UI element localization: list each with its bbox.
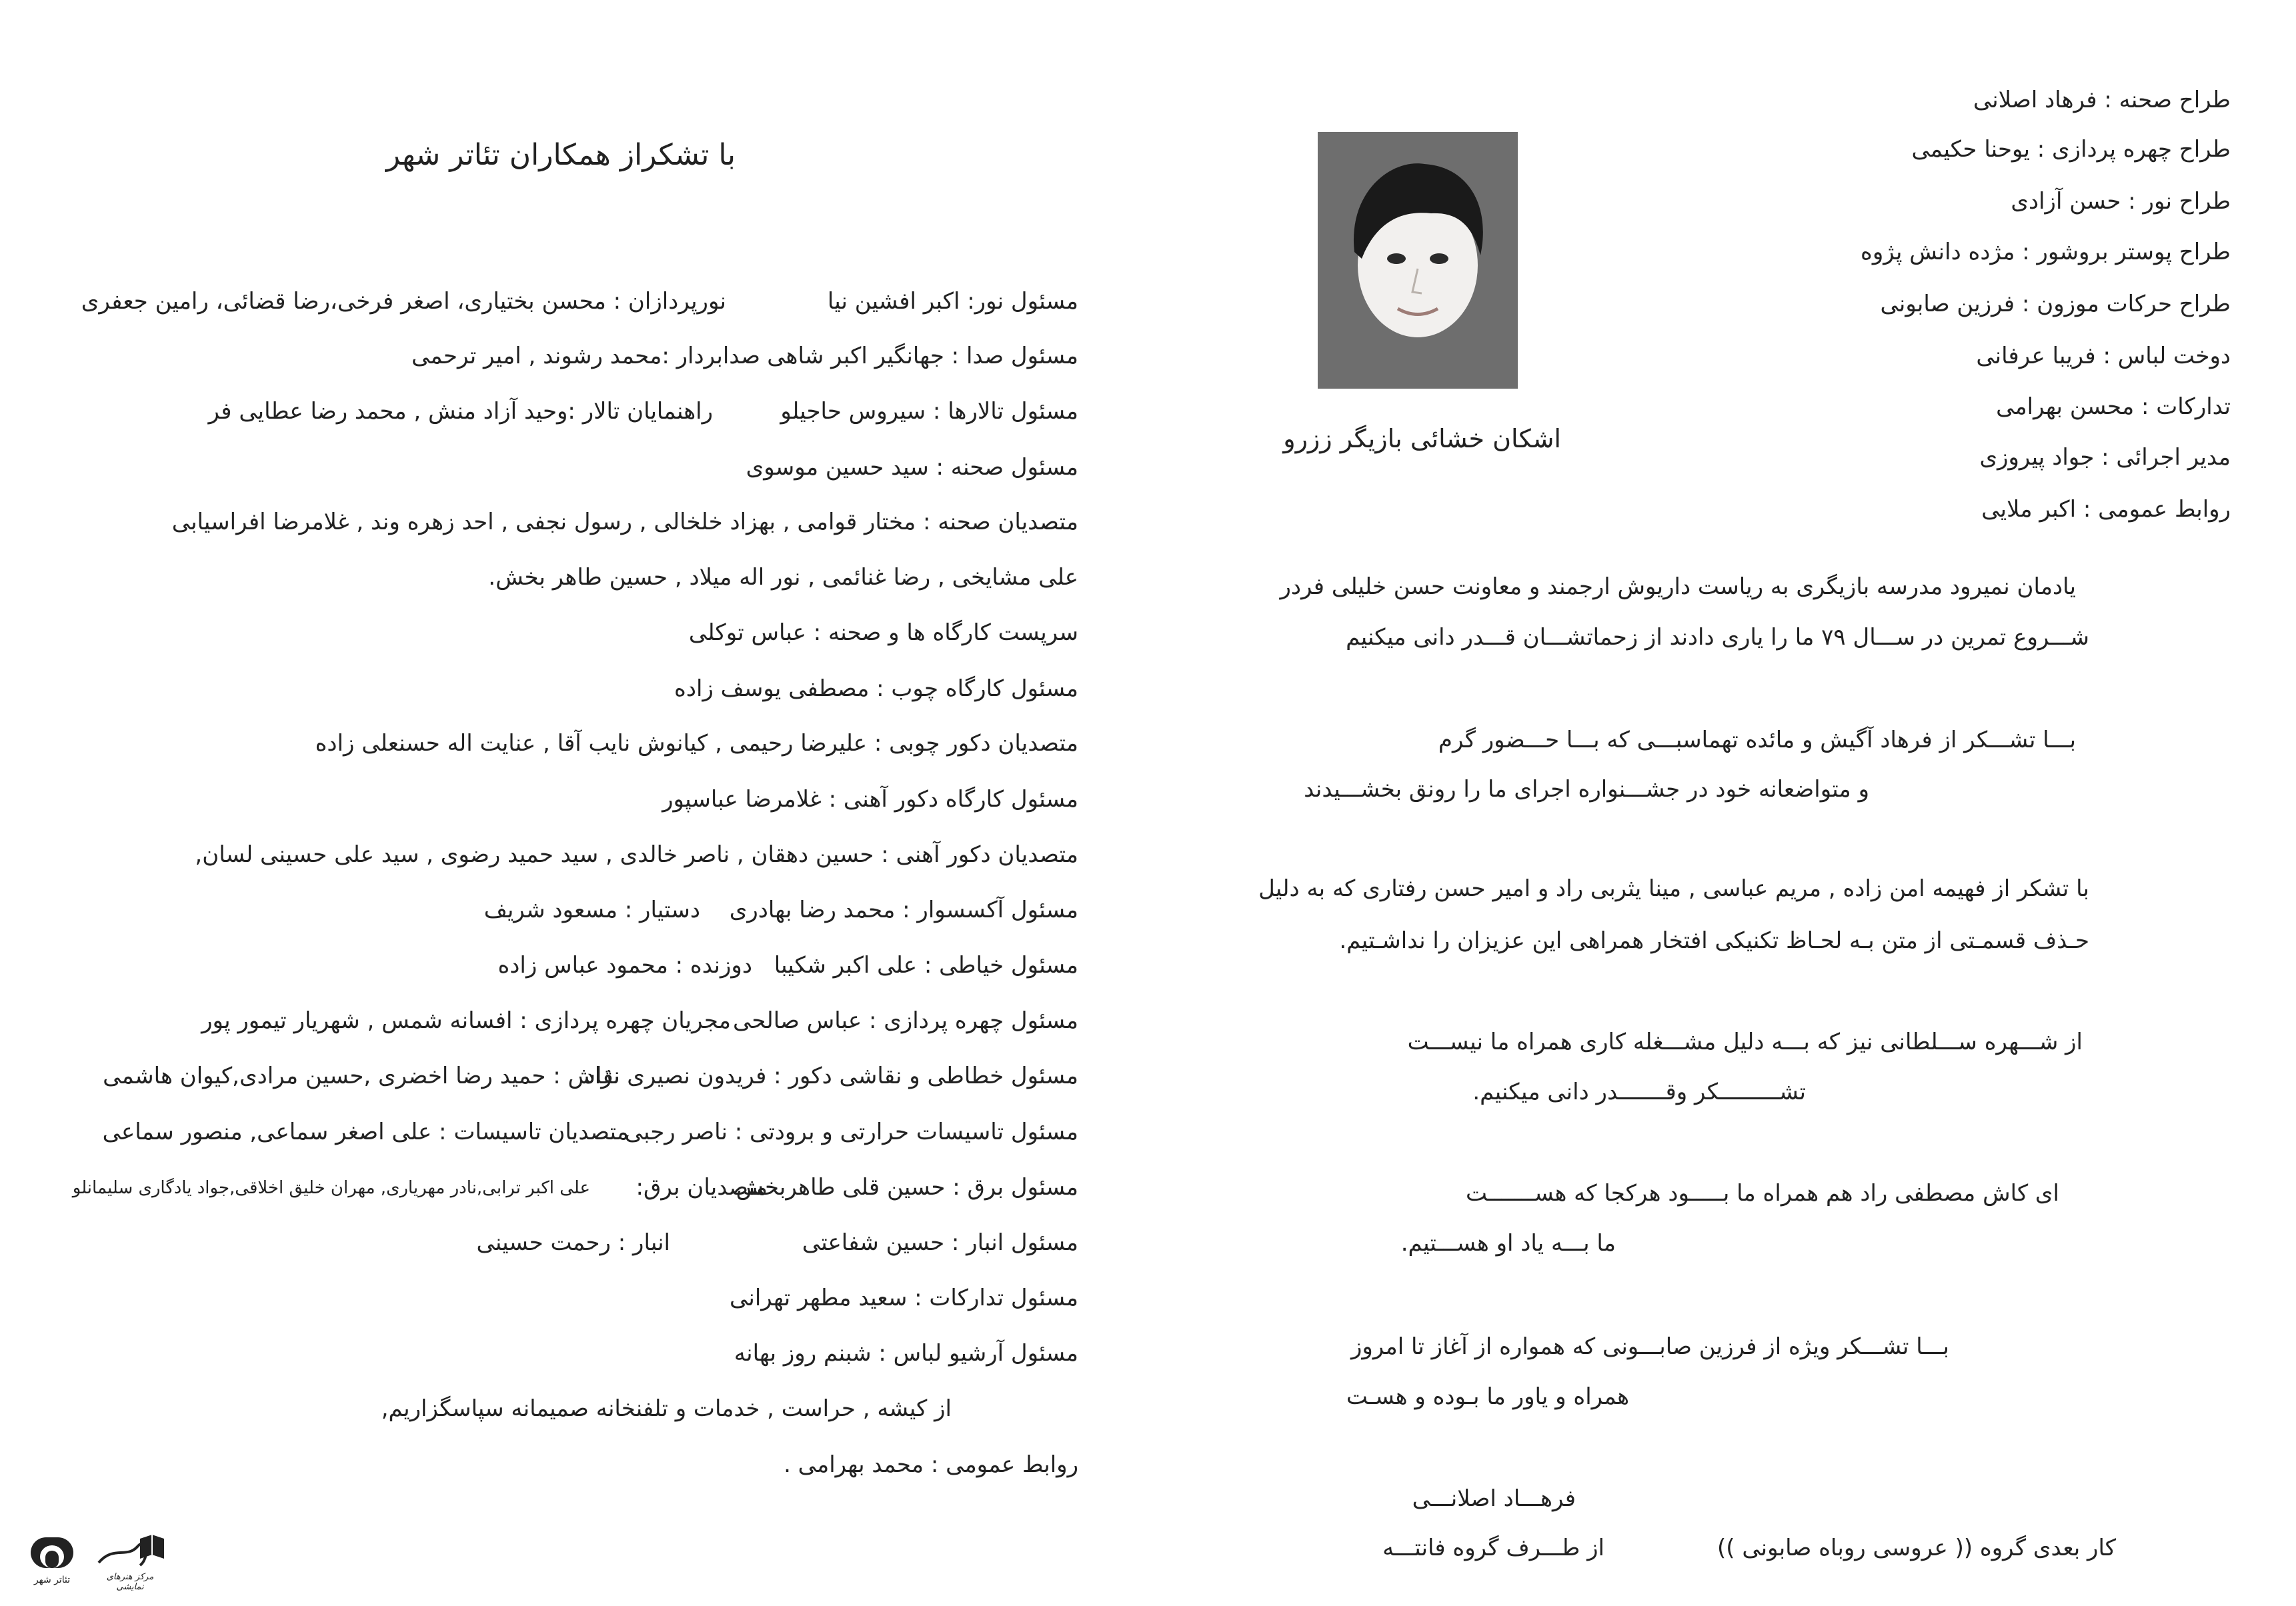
credit-line: مسئول صدا : جهانگیر اکبر شاهی [767,343,1078,369]
credit-line: مسئول چهره پردازی : عباس صالحی [733,1007,1078,1034]
thanks-line: ای کاش مصطفی راد هم همراه ما بـــــود هرکجا که هســـــــت [1466,1180,2059,1207]
logo-caption: مرکز هنرهای نمایشی [106,1572,154,1592]
credit-line: مسئول تاسیسات حرارتی و برودتی : ناصر رجبی [624,1119,1078,1145]
credit-line: دوخت لباس : فریبا عرفانی [1976,343,2231,369]
credit-line: مسئول خطاطی و نقاشی دکور : فریدون نصیری نژاد [584,1063,1078,1089]
credit-line: نقاش : حمید رضا اخضری ,حسین مرادی,کیوان هاشمی [103,1063,620,1089]
credit-line: مسئول نور: اکبر افشین نیا [827,288,1078,315]
credit-line: مسئول تالارها : سیروس حاجیلو [780,398,1078,425]
credit-line: تدارکات : محسن بهرامی [1996,393,2231,420]
thanks-line: شـــروع تمرین در ســـال ۷۹ ما را یاری دادند از زحماتشـــان قـــدر دانی میکنیم [1346,624,2089,651]
book-icon [93,1532,167,1569]
theatre-shahr-logo [25,1533,79,1587]
signature-name: فرهـــاد اصلانـــی [1412,1485,1576,1512]
credit-line: مسئول برق : حسین قلی طاهربخش [736,1174,1078,1201]
credit-line: طراح حرکات موزون : فرزین صابونی [1880,291,2231,317]
credit-line: علی مشایخی , رضا غنائمی , نور اله میلاد , حسین طاهر بخش. [488,564,1078,591]
credit-line: مسئول تدارکات : سعید مطهر تهرانی [730,1285,1078,1311]
child-portrait-icon [1318,132,1518,389]
dramatic-arts-center-logo [93,1532,167,1592]
credit-line: روابط عمومی : محمد بهرامی . [784,1451,1078,1478]
credit-line: متصدیان برق: [636,1174,768,1201]
thanks-line: تشـــــــــکر وقـــــــدر دانی میکنیم. [1472,1079,1806,1105]
credit-line: سرپست کارگاه ها و صحنه : عباس توکلی [688,619,1078,646]
credit-line: دوزنده : محمود عباس زاده [497,952,752,979]
thanks-line: همراه و یاور ما بـوده و هسـت [1346,1383,1629,1410]
actor-photo [1318,132,1518,389]
signature-group: از طـــرف گروه فانتـــه [1382,1535,1604,1561]
credit-line: دستیار : مسعود شریف [483,897,700,923]
credit-line: متصدیان دکور چوبی : علیرضا رحیمی , کیانوش نایب آقا , عنایت اله حسنعلی زاده [315,730,1078,757]
thanks-line: بـــا تشـــکر از فرهاد آگیش و مائده تهماسبـــی که بـــا حـــضور گرم [1438,727,2076,753]
credit-line: مسئول کارگاه چوب : مصطفی یوسف زاده [674,675,1078,702]
photo-caption: اشکان خشائی بازیگر ززرو [1283,424,1561,453]
thanks-line: و متواضعانه خود در جشـــنواره اجرای ما را رونق بخشـــیدند [1304,776,1869,803]
thanks-line: از شـــهره ســـلطانی نیز که بـــه دلیل مشـــغله کاری همراه ما نیســـت [1407,1029,2083,1055]
credit-line: روابط عمومی : اکبر ملایی [1981,496,2231,523]
credit-line: مسئول انبار : حسین شفاعتی [802,1229,1078,1256]
thanks-line: حـذف قسمـتی از متن بـه لحـاظ تکنیکی افتخار همراهی این عزیزان را نداشـتیم. [1339,927,2089,954]
thanks-line: ما بـــه یاد او هســـتیم. [1400,1230,1616,1257]
credit-line: مجریان چهره پردازی : افسانه شمس , شهریار تیمور پور [201,1007,731,1034]
credit-line: مدیر اجرائی : جواد پیروزی [1979,444,2231,471]
credit-line-small: علی اکبر ترابی,نادر مهریاری, مهران خلیق اخلاقی,جواد یادگاری سلیمانلو [72,1178,590,1198]
credit-line: راهنمایان تالار :وحید آزاد منش , محمد رضا عطایی فر [208,398,713,425]
credit-line: مسئول آکسسوار : محمد رضا بهادری [729,897,1078,923]
page-title: با تشکراز همکاران تئاتر شهر [385,138,736,172]
credit-line: از کیشه , حراست , خدمات و تلفنخانه صمیمانه سپاسگزاریم, [381,1395,952,1422]
credit-line: مسئول صحنه : سید حسین موسوی [746,454,1078,481]
thanks-line: یادمان نمیرود مدرسه بازیگری به ریاست داریوش ارجمند و معاونت حسن خلیلی فردر [1280,573,2076,600]
credit-line: متصدیان تاسیسات : علی اصغر سماعی, منصور سماعی [102,1119,629,1145]
credit-line: طراح صحنه : فرهاد اصلانی [1973,87,2231,113]
credit-line: متصدیان دکور آهنی : حسین دهقان , ناصر خالدی , سید حمید رضوی , سید علی حسینی لسان, [195,841,1078,868]
credit-line: مسئول خیاطی : علی اکبر شکیبا [774,952,1078,979]
theatre-icon [25,1533,79,1572]
credit-line: مسئول کارگاه دکور آهنی : غلامرضا عباسپور [662,786,1078,813]
thanks-line: بـــا تشـــکر ویژه از فرزین صابـــونی که همواره از آغاز تا امروز [1350,1333,1949,1360]
credit-line: طراح پوستر بروشور : مژده دانش پژوه [1861,239,2231,265]
credit-line: طراح نور : حسن آزادی [2011,188,2231,215]
credit-line: صدابردار :محمد رشوند , امیر ترحمی [411,343,760,369]
credit-line: متصدیان صحنه : مختار قوامی , بهزاد خلخالی , رسول نجفی , احد زهره وند , غلامرضا افراسیابی [171,509,1078,535]
credit-line: نورپردازان : محسن بختیاری، اصغر فرخی،رضا قضائی، رامین جعفری [81,288,726,315]
thanks-line: با تشکر از فهیمه امن زاده , مریم عباسی , مینا یثربی راد و امیر حسن رفتاری که به دلیل [1258,875,2089,902]
credit-line: طراح چهره پردازی : یوحنا حکیمی [1911,136,2231,163]
next-production: کار بعدی گروه (( عروسی روباه صابونی )) [1716,1535,2116,1561]
credit-line: مسئول آرشیو لباس : شبنم روز بهانه [734,1340,1078,1367]
logo-caption: تئاتر شهر [33,1575,71,1585]
credit-line: انبار : رحمت حسینی [476,1229,670,1256]
